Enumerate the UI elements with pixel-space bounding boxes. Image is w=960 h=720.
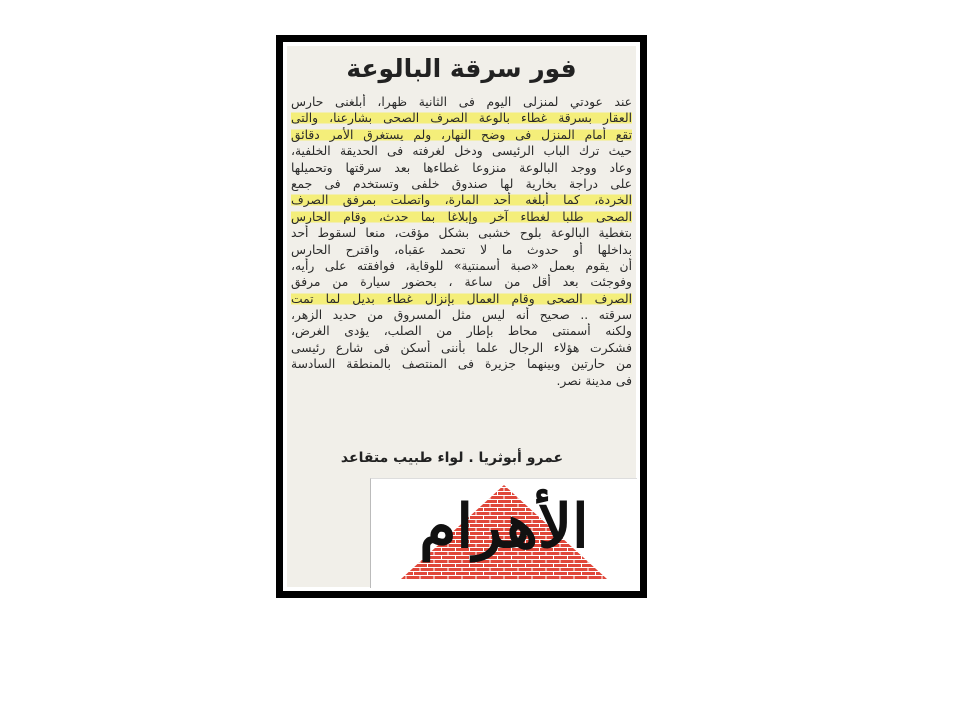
article-line (291, 127, 632, 143)
article-byline: عمرو أبوثريا . لواء طبيب متقاعد (340, 450, 564, 466)
article-line-text: ولكنه أسمنتى محاط بإطار من الصلب، يؤدى الغرض، (291, 324, 632, 339)
article-line (291, 94, 632, 110)
article-line-text: وعاد ووجد البالوعة منزوعا غطاءها بعد سرقتها وتحميلها (291, 160, 632, 175)
article-line (291, 258, 632, 274)
article-headline: فور سرقة البالوعة (346, 54, 577, 83)
article-line (291, 356, 632, 372)
article-line (291, 242, 632, 258)
article-line (291, 143, 632, 159)
article-line (291, 323, 632, 339)
article-line-text: بتغطية البالوعة بلوح خشبى بشكل مؤقت، منعا لسقوط أحد (291, 226, 632, 241)
article-line-text: الصحى طلبا لغطاء آخر وإبلاغا بما حدث، وقام الحارس (291, 209, 632, 224)
article-line-text: فشكرت هؤلاء الرجال علما بأننى أسكن فى شارع رئيسى (291, 340, 632, 355)
logo-text: الأهرام (419, 492, 589, 562)
article-line (291, 225, 632, 241)
article-line (291, 209, 632, 225)
article-line-text: تقع أمام المنزل فى وضح النهار، ولم يستغرق الأمر دقائق (291, 127, 632, 142)
article-line (291, 291, 632, 307)
article-line-text: العقار بسرقة غطاء بالوعة الصرف الصحى بشارعنا، والتى (291, 111, 632, 126)
article-line-text: على دراجة بخارية لها صندوق خلفى وتستخدم فى جمع (291, 176, 632, 191)
article-line (291, 192, 632, 208)
article-line (291, 274, 632, 290)
article-body (291, 94, 632, 389)
article-line-text: الصرف الصحى وقام العمال بإنزال غطاء بديل لما تمت (291, 291, 632, 306)
article-line-text: من حارتين وبينهما جزيرة فى المنتصف بالمنطقة السادسة (291, 357, 632, 372)
article-line-text: فى مدينة نصر. (556, 373, 632, 388)
article-line (291, 340, 632, 356)
article-line (291, 307, 632, 323)
article-line (291, 110, 632, 126)
article-line-text: الخردة، كما أبلغه أحد المارة، واتصلت بمرفق الصرف (291, 193, 632, 208)
article-line (291, 373, 632, 389)
article-line-text: سرقته .. صحيح أنه ليس مثل المسروق من حديد الزهر، (291, 308, 632, 323)
article-line-text: أن يقوم بعمل «صبة أسمنتية» للوقاية، فوافقته على رأيه، (291, 258, 632, 273)
article-line-text: حيث ترك الباب الرئيسى ودخل لغرفته فى الحديقة الخلفية، (291, 144, 632, 159)
article-line-text: وفوجئت بعد أقل من ساعة ، بحضور سيارة من مرفق (291, 275, 632, 290)
article-line-text: عند عودتي لمنزلى اليوم فى الثانية ظهرا، أبلغنى حارس (291, 95, 632, 109)
newspaper-logo (370, 478, 637, 588)
article-line (291, 176, 632, 192)
article-line (291, 160, 632, 176)
article-line-text: بداخلها أو حدوث ما لا تحمد عقباه، واقترح الحارس (291, 242, 632, 257)
